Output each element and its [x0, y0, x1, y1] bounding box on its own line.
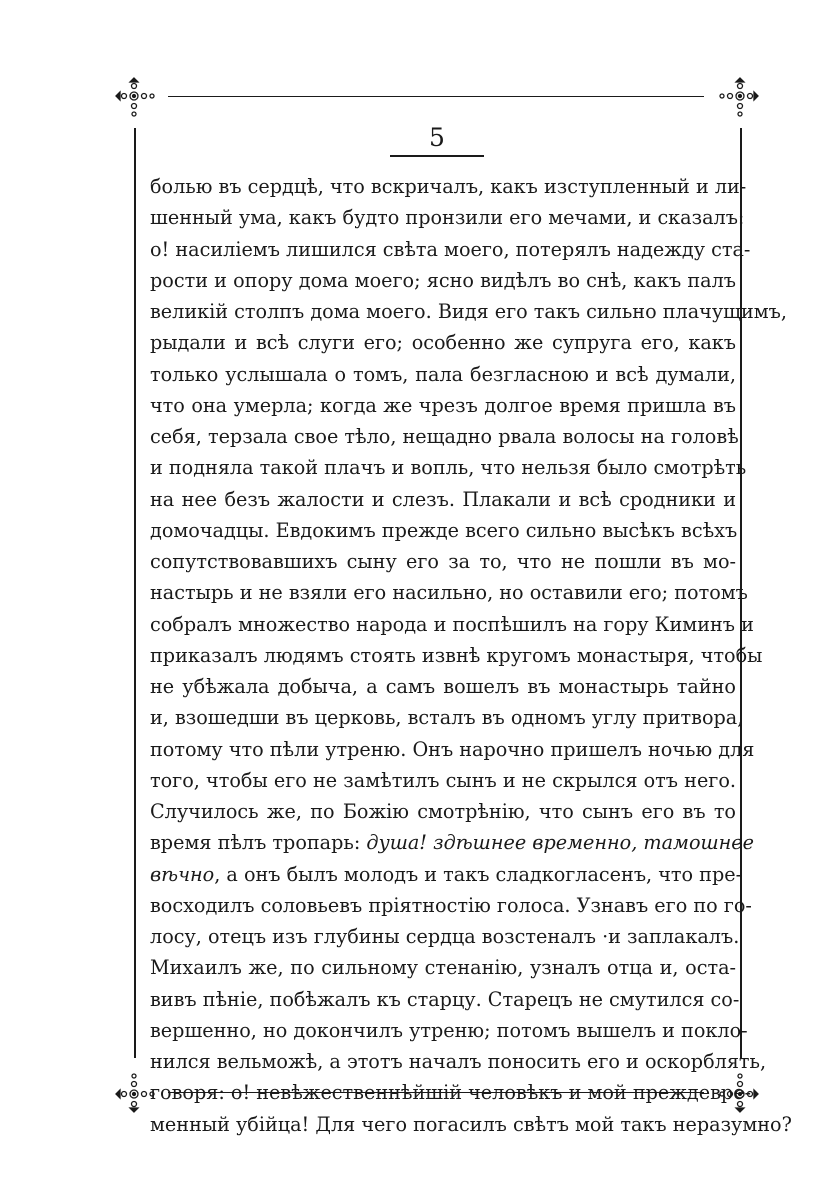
- text-segment: на нее безъ жалости и слезъ. Плакали и всѣ сродники и: [150, 487, 736, 511]
- text-line: [150, 171, 747, 202]
- text-line: [150, 609, 754, 640]
- text-line: [150, 765, 736, 796]
- text-segment: себя, терзала свое тѣло, нещадно рвала волосы на головѣ: [150, 425, 739, 448]
- text-line: [150, 390, 736, 421]
- text-segment: нился вельможѣ, а этотъ началъ поносить его и оскорблять,: [150, 1050, 767, 1073]
- frame-top-rule: [168, 96, 704, 97]
- text-line: [150, 702, 744, 733]
- text-line: [150, 640, 763, 671]
- corner-ornament-icon: [712, 72, 764, 124]
- text-segment: настырь и не взяли его насильно, но оставили его; потомъ: [150, 581, 748, 605]
- text-line: [150, 265, 736, 296]
- page-number-rule: [390, 155, 484, 157]
- text-segment: время пѣлъ тропарь:: [150, 831, 367, 855]
- text-segment: что она умерла; когда же чрезъ долгое время пришла въ: [150, 393, 736, 417]
- text-segment: и, взошедши въ церковь, всталъ въ одномъ углу притвора,: [150, 706, 744, 730]
- text-segment: собралъ множество народа и поспѣшилъ на гору Киминъ и: [150, 612, 754, 636]
- text-segment: восходилъ соловьевъ пріятностію голоса. Узнавъ его по го-: [150, 893, 752, 917]
- text-segment: и подняла такой плачъ и вопль, что нельзя было смотрѣть: [150, 456, 747, 480]
- text-line: [150, 296, 787, 327]
- text-segment: Случилось же, по Божію смотрѣнію, что сынъ его въ то: [150, 800, 736, 823]
- text-segment: рости и опору дома моего; ясно видѣлъ во снѣ, какъ палъ: [150, 268, 736, 292]
- text-segment: Михаилъ же, по сильному стенанію, узналъ отца и, оста-: [150, 956, 736, 980]
- text-segment: сопутствовавшихъ сыну его за то, что не пошли въ мо-: [150, 550, 736, 573]
- text-line: [150, 202, 745, 233]
- text-line: [150, 577, 748, 608]
- text-segment: , а онъ былъ молодъ и такъ сладкогласенъ, что пре-: [214, 862, 743, 886]
- text-line: [150, 359, 736, 390]
- text-line: [150, 327, 736, 358]
- text-segment: вершенно, но докончилъ утреню; потомъ вышелъ и покло-: [150, 1018, 748, 1042]
- text-line: [150, 921, 740, 952]
- text-segment: рыдали и всѣ слуги его; особенно же супруга его, какъ: [150, 331, 736, 355]
- corner-ornament-icon: [110, 72, 162, 124]
- text-line: [150, 1109, 792, 1140]
- italic-segment: душа! здѣшнее временно, тамошнее: [366, 831, 755, 855]
- text-segment: менный убійца! Для чего погасилъ свѣтъ мой такъ неразумно?: [150, 1112, 792, 1136]
- text-line: [150, 1015, 748, 1046]
- body-text: [150, 171, 792, 1140]
- text-segment: потому что пѣли утреню. Онъ нарочно пришелъ ночью для: [150, 737, 755, 761]
- text-line: [150, 859, 743, 890]
- text-line: [150, 421, 739, 452]
- text-line: [150, 734, 755, 765]
- text-segment: только услышала о томъ, пала безгласною и всѣ думали,: [150, 362, 736, 386]
- page-number: 5: [429, 123, 445, 152]
- text-line: [150, 452, 747, 483]
- text-line: [150, 515, 736, 546]
- text-line: [150, 890, 752, 921]
- text-line: [150, 234, 751, 265]
- text-line: [150, 952, 736, 983]
- text-segment: великій столпъ дома моего. Видя его такъ сильно плачущимъ,: [150, 300, 787, 323]
- text-line: [150, 1077, 751, 1108]
- text-segment: не убѣжала добыча, а самъ вошелъ въ монастырь тайно: [150, 675, 736, 698]
- text-line: [150, 484, 736, 515]
- frame-left-rule: [134, 128, 136, 1058]
- text-line: [150, 984, 740, 1015]
- text-segment: того, чтобы его не замѣтилъ сынъ и не скрылся отъ него.: [150, 768, 736, 792]
- text-segment: о! насиліемъ лишился свѣта моего, потерялъ надежду ста-: [150, 237, 751, 261]
- text-segment: говоря: о! невѣжественнѣйшій человѣкъ и мой преждевре-: [150, 1081, 751, 1105]
- text-line: [150, 1046, 767, 1077]
- text-segment: вивъ пѣніе, побѣжалъ къ старцу. Старецъ не смутился со-: [150, 987, 740, 1011]
- italic-segment: вѣчно: [150, 862, 215, 886]
- text-line: [150, 671, 736, 702]
- text-line: [150, 796, 736, 827]
- text-segment: болью въ сердцѣ, что вскричалъ, какъ изступленный и ли-: [150, 175, 747, 198]
- text-line: [150, 827, 755, 858]
- text-segment: приказалъ людямъ стоять извнѣ кругомъ монастыря, чтобы: [150, 643, 763, 667]
- text-segment: лосу, отецъ изъ глубины сердца возстеналъ ·и заплакалъ.: [150, 925, 740, 948]
- text-line: [150, 546, 736, 577]
- text-segment: шенный ума, какъ будто пронзили его мечами, и сказалъ:: [150, 206, 745, 230]
- text-segment: домочадцы. Евдокимъ прежде всего сильно высѣкъ всѣхъ: [150, 518, 738, 542]
